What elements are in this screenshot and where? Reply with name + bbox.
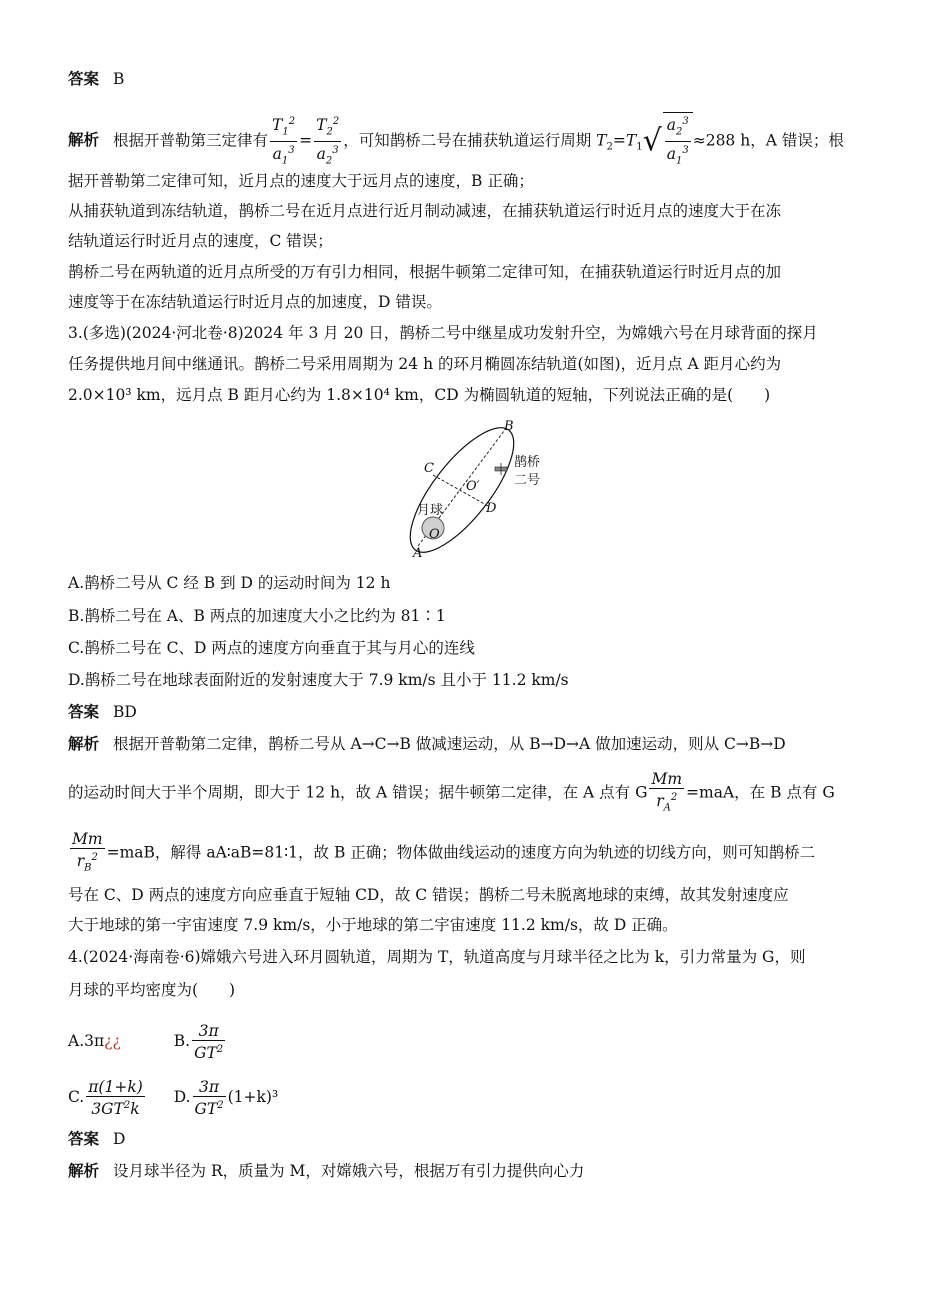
- analysis-label: 解析: [68, 131, 100, 150]
- option-b-fraction: $\frac{3\pi}{GT^2}$: [194, 1022, 224, 1063]
- q4-option-a: [68, 1032, 121, 1050]
- label-o: O: [429, 527, 440, 542]
- kepler-fraction-1: $\frac{T_1^2}{a_1^3}$: [270, 113, 297, 171]
- q3-analysis-line4: 号在 C、D 两点的速度方向应垂直于短轴 CD，故 C 错误；鹊桥二号未脱离地球的束缚，故其发射速度应: [68, 886, 789, 904]
- q2-analysis-line2: 据开普勒第二定律可知，近月点的速度大于远月点的速度，B 正确；: [68, 172, 534, 190]
- analysis-text: =maA，在 B 点有 G: [686, 783, 835, 802]
- option-b-prefix: B.: [173, 1032, 191, 1051]
- q2-analysis-line6: 速度等于在冻结轨道运行时近月点的加速度，D 错误。: [68, 293, 442, 311]
- label-satellite-1: 鹊桥: [514, 455, 541, 470]
- q4-option-b: [173, 1022, 227, 1063]
- answer-label: 答案: [68, 703, 100, 721]
- kepler-fraction-2: $\frac{T_2^2}{a_2^3}$: [314, 113, 341, 171]
- answer-label: 答案: [68, 1130, 100, 1148]
- q4-answer-line: [68, 1128, 882, 1150]
- minor-axis-cd: [433, 475, 488, 506]
- q3-option-c: C.鹊桥二号在 C、D 两点的速度方向垂直于其与月心的连线: [68, 639, 475, 657]
- q3-stem-line2: 任务提供地月间中继通讯。鹊桥二号采用周期为 24 h 的环月椭圆冻结轨道(如图)，近月点 A 距月心约为: [68, 355, 782, 373]
- gravity-fraction-b: $\frac{Mm}{r_B^2}$: [72, 830, 103, 874]
- label-c: C: [424, 461, 434, 476]
- label-d: D: [486, 501, 497, 516]
- q3-stem-line1: 3.(多选)(2024·河北卷·8)2024 年 3 月 20 日，鹊桥二号中继星成功发射升空，为嫦娥六号在月球背面的探月: [68, 324, 818, 342]
- answer-value: BD: [113, 703, 137, 721]
- q2-analysis-line4: 结轨道运行时近月点的速度，C 错误；: [68, 232, 333, 250]
- q3-analysis-line1: [68, 733, 882, 755]
- q3-analysis-line5: 大于地球的第一宇宙速度 7.9 km/s，小于地球的第二宇宙速度 11.2 km/s，故 D 正确。: [68, 916, 678, 934]
- sqrt-fraction: $\frac{a_2^3}{a_1^3}$: [665, 113, 691, 171]
- option-a-prefix: A.3π: [68, 1032, 105, 1051]
- q4-option-c: [68, 1078, 147, 1119]
- option-a-garbled: ¿¿: [104, 1032, 121, 1051]
- q4-option-d: [173, 1078, 279, 1119]
- q4-stem-line2: 月球的平均密度为( ): [68, 981, 236, 999]
- q4-options-row1: [68, 1022, 227, 1062]
- q3-analysis-line3: [68, 830, 882, 877]
- analysis-text: 设月球半径为 R，质量为 M，对嫦娥六号，根据万有引力提供向心力: [113, 1162, 585, 1180]
- analysis-text: ，可知鹊桥二号在捕获轨道运行周期: [343, 131, 597, 150]
- analysis-text: =maB，解得 aA∶aB=81∶1，故 B 正确；物体做曲线运动的速度方向为轨迹的切线方向，则可知鹊桥二: [106, 843, 816, 862]
- option-c-prefix: C.: [68, 1088, 85, 1107]
- analysis-text: 根据开普勒第三定律有: [113, 131, 269, 150]
- analysis-text: 根据开普勒第二定律，鹊桥二号从 A→C→B 做减速运动，从 B→D→A 做加速运动，则从 C→B→D: [113, 735, 786, 753]
- q2-analysis-line5: 鹊桥二号在两轨道的近月点所受的万有引力相同，根据牛顿第二定律可知，在捕获轨道运行时近月点的加: [68, 263, 782, 281]
- answer-value: B: [113, 70, 125, 88]
- analysis-text: ≈288 h，A 错误；根: [692, 131, 844, 150]
- q2-answer-line: [68, 68, 882, 90]
- analysis-label: 解析: [68, 735, 100, 753]
- label-moon: 月球: [417, 503, 444, 518]
- q4-options-row2: [68, 1078, 278, 1118]
- label-a: A: [413, 546, 423, 561]
- q3-option-a: A.鹊桥二号从 C 经 B 到 D 的运动时间为 12 h: [68, 574, 391, 592]
- label-satellite-2: 二号: [514, 473, 541, 488]
- q4-stem-line1: 4.(2024·海南卷·6)嫦娥六号进入环月圆轨道，周期为 T，轨道高度与月球半径之比为 k，引力常量为 G，则: [68, 948, 806, 966]
- q3-stem-line3: 2.0×10³ km，远月点 B 距月心约为 1.8×10⁴ km，CD 为椭圆轨道的短轴，下列说法正确的是( ): [68, 386, 771, 404]
- q3-option-b: B.鹊桥二号在 A、B 两点的加速度大小之比约为 81∶1: [68, 607, 446, 625]
- q4-analysis-line1: [68, 1160, 882, 1182]
- q3-answer-line: [68, 701, 882, 723]
- answer-value: D: [113, 1130, 126, 1148]
- gravity-fraction-a: $\frac{Mm}{r_A^2}$: [651, 770, 683, 814]
- q3-analysis-line2: [68, 770, 882, 817]
- label-o-prime: O′: [466, 479, 480, 494]
- answer-label: 答案: [68, 70, 100, 88]
- analysis-text: 的运动时间大于半个周期，即大于 12 h，故 A 错误；据牛顿第二定律，在 A 点有 G: [68, 783, 648, 802]
- q2-analysis-line1: 解析 根据开普勒第三定律有 $\frac{T_1^2}{a_1^3}$ = $\frac{T_2^2}{a_2^3}$ ，可知鹊桥二号在捕获轨道运行周期 $T_2=T_1√$ $\frac{a_2^3}{a_1^3}$ ≈288 h，A 错误；根: [68, 112, 882, 171]
- q3-option-d: D.鹊桥二号在地球表面附近的发射速度大于 7.9 km/s 且小于 11.2 km/s: [68, 671, 569, 689]
- analysis-label: 解析: [68, 1162, 100, 1180]
- label-b: B: [504, 419, 514, 434]
- option-c-fraction: $\frac{\pi(1+k)}{3GT^2k}$: [88, 1078, 143, 1119]
- option-d-prefix: D.: [173, 1088, 191, 1107]
- q2-analysis-line3: 从捕获轨道到冻结轨道，鹊桥二号在近月点进行近月制动减速，在捕获轨道运行时近月点的速度大于在冻: [68, 202, 782, 220]
- option-d-suffix: (1+k)³: [227, 1088, 279, 1107]
- orbit-diagram: [400, 418, 570, 566]
- option-d-fraction: $\frac{3\pi}{GT^2}$: [194, 1078, 224, 1119]
